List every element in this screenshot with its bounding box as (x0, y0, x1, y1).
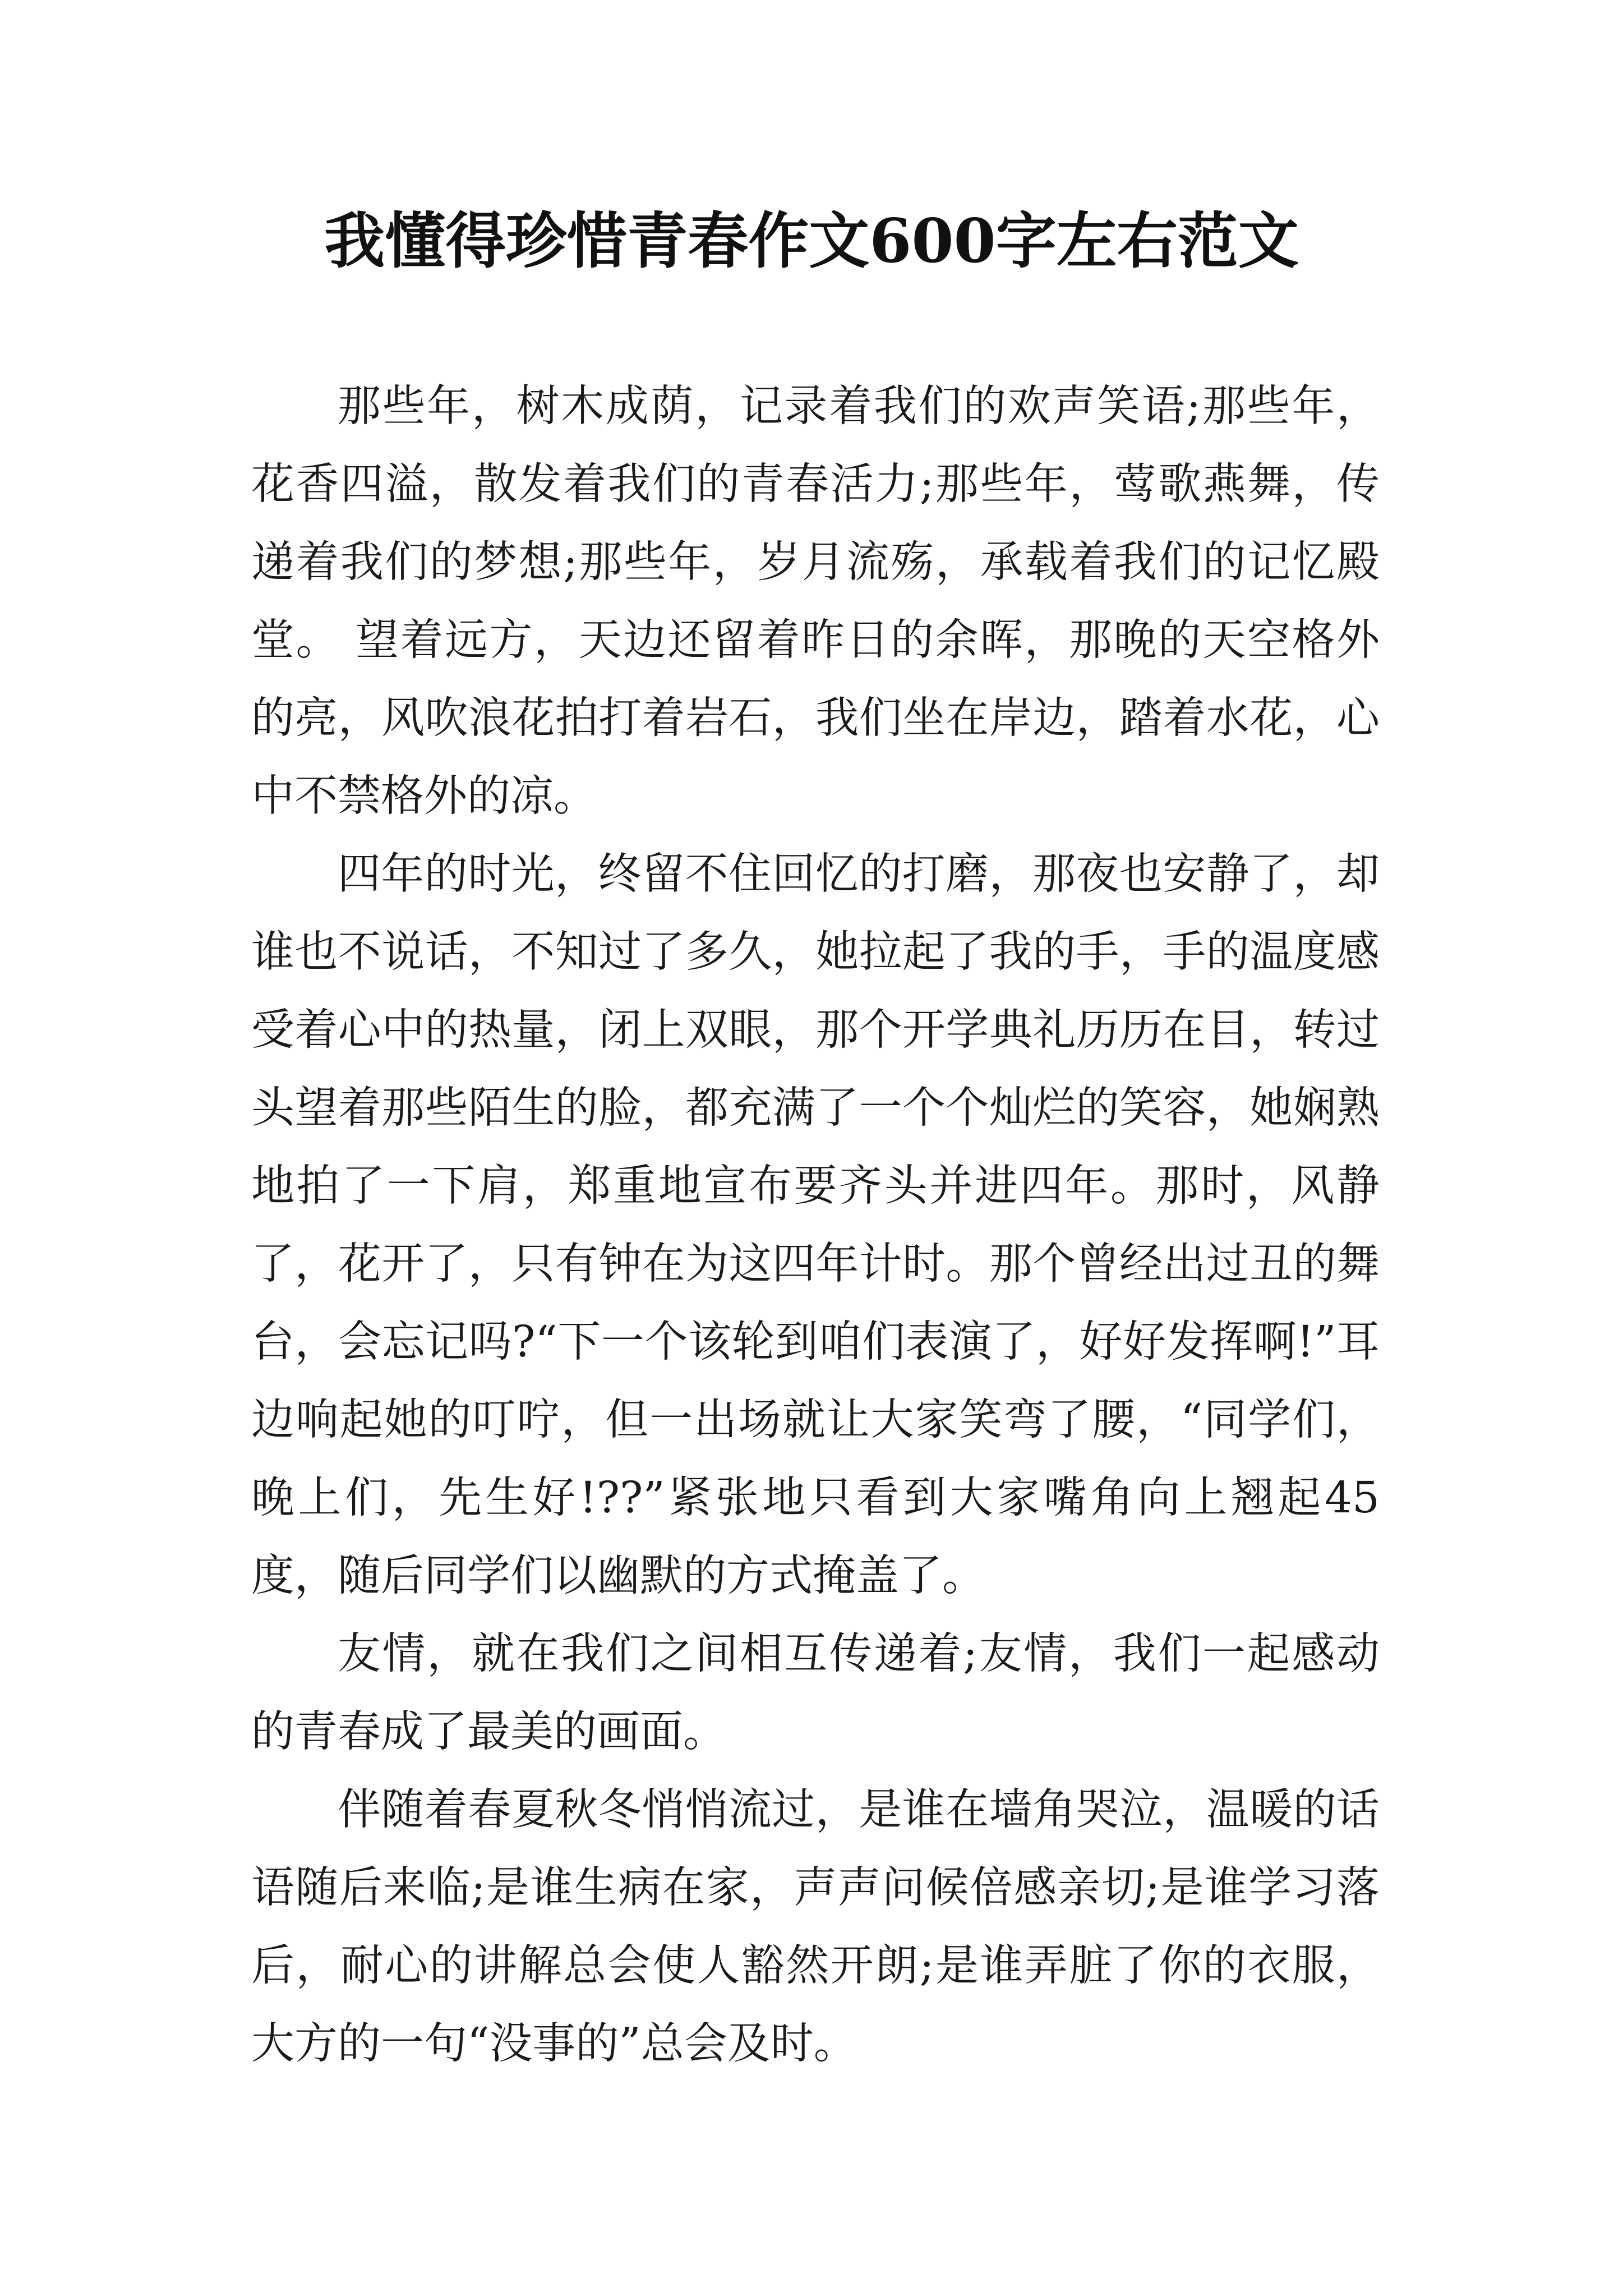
paragraph-4: 伴随着春夏秋冬悄悄流过，是谁在墙角哭泣，温暖的话语随后来临;是谁生病在家，声声问候倍感亲切;是谁学习落后，耐心的讲解总会使人豁然开朗;是谁弄脏了你的衣服，大方的一句“没事的”总会及时。 (251, 1785, 1380, 2069)
paragraph-3: 友情，就在我们之间相互传递着;友情，我们一起感动的青春成了最美的画面。 (251, 1629, 1380, 1757)
document-title: 我懂得珍惜青春作文600字左右范文 (324, 206, 1299, 277)
paragraph-1: 那些年，树木成荫，记录着我们的欢声笑语;那些年，花香四溢，散发着我们的青春活力;那些年，莺歌燕舞，传递着我们的梦想;那些年，岁月流殇，承载着我们的记忆殿堂。 望着远方，天边还留着昨日的余晖，那晚的天空格外的亮，风吹浪花拍打着岩石，我们坐在岸边，踏着水花，心中不禁格外的凉。 (251, 381, 1380, 821)
paragraph-2: 四年的时光，终留不住回忆的打磨，那夜也安静了，却谁也不说话，不知过了多久，她拉起了我的手，手的温度感受着心中的热量，闭上双眼，那个开学典礼历历在目，转过头望着那些陌生的脸，都充满了一个个灿烂的笑容，她娴熟地拍了一下肩，郑重地宣布要齐头并进四年。那时，风静了，花开了，只有钟在为这四年计时。那个曾经出过丑的舞台，会忘记吗?“下一个该轮到咱们表演了，好好发挥啊!”耳边响起她的叮咛，但一出场就让大家笑弯了腰，“同学们，晚上们，先生好!??”紧张地只看到大家嘴角向上翘起45度，随后同学们以幽默的方式掩盖了。 (251, 849, 1380, 1601)
document-body (251, 367, 1380, 2083)
